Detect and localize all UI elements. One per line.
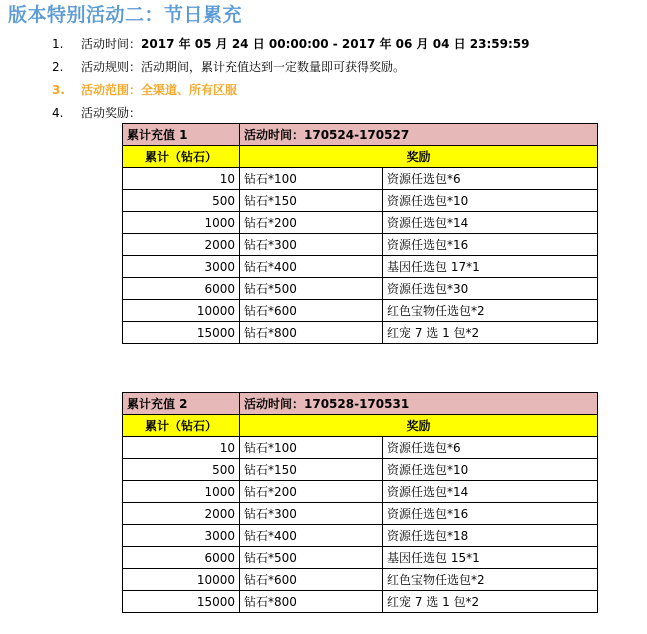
table-row (123, 234, 598, 256)
table-row (123, 212, 598, 234)
amount-cell: 6000 (123, 547, 240, 569)
reward-cell: 资源任选包*16 (383, 234, 598, 256)
table-time: 活动时间：170528-170531 (240, 393, 598, 415)
diamond-cell: 钻石*150 (240, 190, 383, 212)
table-row (123, 168, 598, 190)
item-number: 2. (52, 60, 64, 74)
list-item-scope (0, 79, 647, 102)
reward-cell: 资源任选包*30 (383, 278, 598, 300)
item-number: 1. (52, 37, 64, 51)
diamond-cell: 钻石*200 (240, 481, 383, 503)
reward-cell: 资源任选包*6 (383, 437, 598, 459)
table-row (123, 278, 598, 300)
table-row (123, 503, 598, 525)
table-column-header-row (123, 415, 598, 437)
table-row (123, 300, 598, 322)
diamond-cell: 钻石*800 (240, 591, 383, 613)
item-text: 活动范围：全渠道、所有区服 (81, 83, 238, 97)
diamond-cell: 钻石*400 (240, 525, 383, 547)
table-row (123, 591, 598, 613)
diamond-cell: 钻石*500 (240, 547, 383, 569)
amount-cell: 3000 (123, 256, 240, 278)
table-row (123, 525, 598, 547)
reward-table-2 (122, 392, 598, 613)
column-header-amount: 累计（钻石） (123, 415, 240, 437)
diamond-cell: 钻石*100 (240, 437, 383, 459)
amount-cell: 1000 (123, 481, 240, 503)
amount-cell: 500 (123, 459, 240, 481)
table-row (123, 547, 598, 569)
amount-cell: 500 (123, 190, 240, 212)
table-row (123, 569, 598, 591)
reward-cell: 资源任选包*16 (383, 503, 598, 525)
table-row (123, 322, 598, 344)
amount-cell: 10000 (123, 569, 240, 591)
table-name: 累计充值 1 (123, 124, 240, 146)
page-title: 版本特别活动二：节日累充 (8, 4, 243, 26)
amount-cell: 6000 (123, 278, 240, 300)
table-header-row (123, 124, 598, 146)
table-header-row (123, 393, 598, 415)
table-row (123, 256, 598, 278)
diamond-cell: 钻石*500 (240, 278, 383, 300)
reward-cell: 红宠 7 选 1 包*2 (383, 591, 598, 613)
table-time: 活动时间：170524-170527 (240, 124, 598, 146)
diamond-cell: 钻石*300 (240, 503, 383, 525)
amount-cell: 15000 (123, 591, 240, 613)
list-item-rules (0, 56, 647, 79)
diamond-cell: 钻石*200 (240, 212, 383, 234)
column-header-amount: 累计（钻石） (123, 146, 240, 168)
activity-info-list (0, 33, 647, 125)
table-row (123, 481, 598, 503)
reward-cell: 基因任选包 17*1 (383, 256, 598, 278)
list-item-rewards (0, 102, 647, 125)
reward-cell: 红宠 7 选 1 包*2 (383, 322, 598, 344)
item-number: 4. (52, 106, 64, 120)
amount-cell: 3000 (123, 525, 240, 547)
column-header-reward: 奖励 (240, 415, 598, 437)
reward-cell: 资源任选包*6 (383, 168, 598, 190)
diamond-cell: 钻石*600 (240, 569, 383, 591)
reward-cell: 资源任选包*14 (383, 481, 598, 503)
reward-table-1 (122, 123, 598, 344)
reward-cell: 红色宝物任选包*2 (383, 569, 598, 591)
column-header-reward: 奖励 (240, 146, 598, 168)
diamond-cell: 钻石*300 (240, 234, 383, 256)
table-name: 累计充值 2 (123, 393, 240, 415)
table-row (123, 459, 598, 481)
amount-cell: 2000 (123, 234, 240, 256)
reward-cell: 基因任选包 15*1 (383, 547, 598, 569)
reward-cell: 资源任选包*10 (383, 459, 598, 481)
diamond-cell: 钻石*800 (240, 322, 383, 344)
item-label: 活动时间： (81, 37, 142, 51)
amount-cell: 10 (123, 437, 240, 459)
diamond-cell: 钻石*100 (240, 168, 383, 190)
item-text: 活动奖励： (81, 106, 142, 120)
item-text: 活动规则：活动期间，累计充值达到一定数量即可获得奖励。 (81, 60, 406, 74)
reward-cell: 资源任选包*18 (383, 525, 598, 547)
diamond-cell: 钻石*150 (240, 459, 383, 481)
amount-cell: 10 (123, 168, 240, 190)
reward-cell: 红色宝物任选包*2 (383, 300, 598, 322)
reward-cell: 资源任选包*14 (383, 212, 598, 234)
table-column-header-row (123, 146, 598, 168)
list-item-time (0, 33, 647, 56)
table-row (123, 437, 598, 459)
amount-cell: 15000 (123, 322, 240, 344)
amount-cell: 10000 (123, 300, 240, 322)
amount-cell: 2000 (123, 503, 240, 525)
table-row (123, 190, 598, 212)
diamond-cell: 钻石*600 (240, 300, 383, 322)
activity-time-value: 2017 年 05 月 24 日 00:00:00 - 2017 年 06 月 04 日 23:59:59 (141, 37, 530, 51)
item-number: 3. (52, 83, 65, 97)
amount-cell: 1000 (123, 212, 240, 234)
diamond-cell: 钻石*400 (240, 256, 383, 278)
reward-cell: 资源任选包*10 (383, 190, 598, 212)
